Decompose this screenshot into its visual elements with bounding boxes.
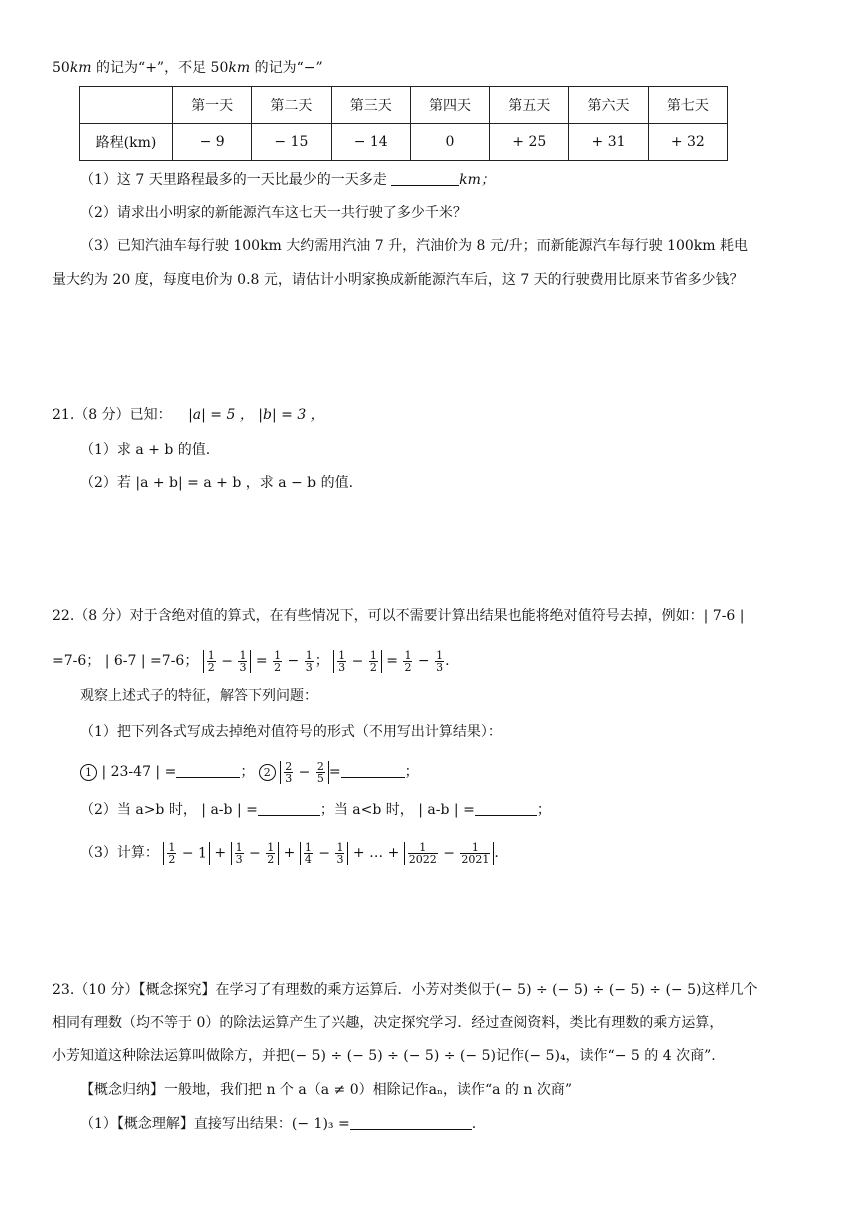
table-header-cell: 第六天: [569, 87, 648, 124]
table-cell: + 32: [648, 124, 727, 161]
table-cell: + 31: [569, 124, 648, 161]
table-row: [80, 124, 728, 161]
q21-stem: 21.（8 分）已知： |a| = 5 ， |b| = 3 ，: [52, 407, 325, 423]
q22-observe: 观察上述式子的特征，解答下列问题：: [80, 688, 318, 704]
circled-1: 1: [80, 764, 97, 781]
q23-line2: 相同有理数（均不等于 0）的除法运算产生了兴趣，决定探究学习．经过查阅资料，类比有理数的乘方运算，: [52, 1015, 724, 1031]
q22-examples: =7-6； | 6-7 | =7-6； $\frac{1}{2}$ − $\frac{1}{3}$ = $\frac{1}{2}$ − $\frac{1}{3}$ ； $\frac{1}{3}$ − $\frac{1}{2}$ = $\frac{1}{2}$ − $\frac{1}{3}$ .: [52, 648, 450, 674]
table-cell: − 9: [173, 124, 252, 161]
table-header-cell: 第七天: [648, 87, 727, 124]
table-cell: − 14: [331, 124, 410, 161]
q22-stem: 22.（8 分）对于含绝对值的算式，在有些情况下，可以不需要计算出结果也能将绝对值符号去掉，例如：| 7-6 |: [52, 608, 745, 624]
row-label: 路程(km): [80, 124, 173, 161]
answer-blank[interactable]: [341, 762, 405, 778]
q20-part2: （2）请求出小明家的新能源汽车这七天一共行驶了多少千米？: [80, 205, 467, 221]
q22-part1: （1）把下列各式写成去掉绝对值符号的形式（不用写出计算结果）：: [80, 724, 502, 740]
table-header-cell: 第三天: [331, 87, 410, 124]
table-header-cell: [80, 87, 173, 124]
answer-blank[interactable]: [258, 800, 320, 816]
circled-2: 2: [259, 764, 276, 781]
top-note: 50km 的记为“+”，不足 50km 的记为“−”: [52, 60, 323, 76]
q23-line3: 小芳知道这种除法运算叫做除方，并把(− 5) ÷ (− 5) ÷ (− 5) ÷ (− 5)记作(− 5)₄，读作“− 5 的 4 次商”.: [52, 1048, 716, 1064]
q22-part2: （2）当 a>b 时， | a-b | = ；当 a<b 时， | a-b | = ；: [80, 802, 551, 818]
table-header-cell: 第一天: [173, 87, 252, 124]
table-header-cell: 第五天: [490, 87, 569, 124]
q23-line4: 【概念归纳】一般地，我们把 n 个 a（a ≠ 0）相除记作aₙ，读作“a 的 n 次商”: [80, 1082, 573, 1098]
answer-blank[interactable]: [176, 762, 240, 778]
table-header-cell: 第四天: [410, 87, 489, 124]
q21-part1: （1）求 a + b 的值.: [80, 442, 211, 458]
q20-part3-line2: 量大约为 20 度，每度电价为 0.8 元，请估计小明家换成新能源汽车后，这 7 天的行驶费用比原来节省多少钱？: [52, 272, 744, 288]
answer-blank[interactable]: [475, 800, 537, 816]
answer-blank[interactable]: [350, 1114, 472, 1130]
table-cell: + 25: [490, 124, 569, 161]
table-cell: 0: [410, 124, 489, 161]
table-cell: − 15: [252, 124, 331, 161]
table-header-cell: 第二天: [252, 87, 331, 124]
answer-blank[interactable]: [391, 170, 459, 186]
q21-part2: （2）若 |a + b| = a + b ，求 a − b 的值.: [80, 475, 354, 491]
q22-part3: （3）计算： $\frac{1}{2}$ − 1 + $\frac{1}{3}$ − $\frac{1}{2}$ + $\frac{1}{4}$ − $\frac{1}{3}$ + … + $\frac{1}{2022}$ − $\frac{1}{2021}$ .: [80, 840, 499, 866]
q20-part1: （1）这 7 天里路程最多的一天比最少的一天多走 km；: [80, 172, 495, 188]
q22-part1-items: 1 | 23-47 | = ； 2 $\frac{2}{3}$ − $\frac{2}{5}$ = ；: [80, 758, 419, 786]
q23-line5: （1）【概念理解】直接写出结果：(− 1)₃ = .: [80, 1116, 477, 1132]
mileage-table: [79, 86, 728, 161]
table-header-row: [80, 87, 728, 124]
q20-part3-line1: （3）已知汽油车每行驶 100km 大约需用汽油 7 升，汽油价为 8 元/升；而新能源汽车每行驶 100km 耗电: [80, 238, 748, 254]
q23-line1: 23.（10 分）【概念探究】在学习了有理数的乘方运算后．小芳对类似于(− 5) ÷ (− 5) ÷ (− 5) ÷ (− 5)这样几个: [52, 982, 758, 998]
